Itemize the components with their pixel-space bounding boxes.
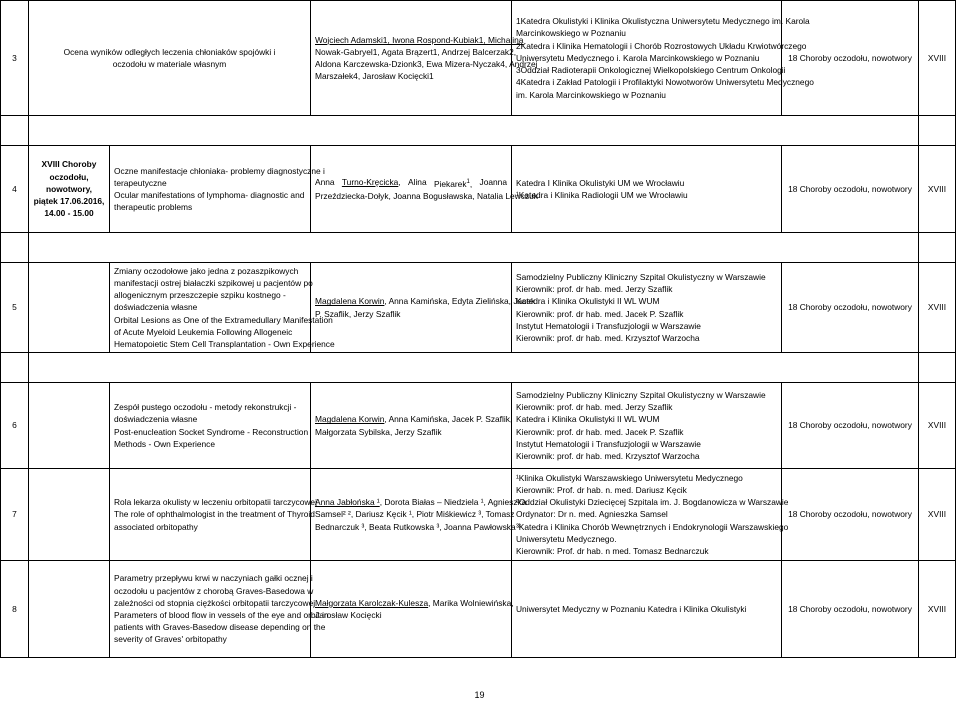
affiliation: Katedra I Klinika Okulistyki UM we Wrocławiu ¹Katedra i Klinika Radiologii UM we Wrocławiu — [512, 146, 782, 233]
affiliation: Uniwersytet Medyczny w Poznaniu Katedra i Klinika Okulistyki — [512, 561, 782, 658]
row-spacer — [1, 116, 956, 146]
authors: Wojciech Adamski1, Iwona Rospond-Kubiak1, Michalina Nowak-Gabryel1, Agata Brązert1, Andrzej Balcerzak2, Aldona Karczewska-Dzionk3, Ewa Mizera-Nyczak4, Andrzej Marszałek4, Jarosław Kocięcki1 — [311, 1, 512, 116]
row-number: 8 — [1, 561, 29, 658]
category: 18 Choroby oczodołu, nowotwory — [782, 1, 919, 116]
category: 18 Choroby oczodołu, nowotwory — [782, 561, 919, 658]
category: 18 Choroby oczodołu, nowotwory — [782, 263, 919, 353]
table-row — [1, 1, 956, 116]
authors: Magdalena Korwin, Anna Kamińska, Jacek P. Szaflik, Małgorzata Sybilska, Jerzy Szaflik — [311, 383, 512, 469]
row-spacer — [1, 353, 956, 383]
authors: Małgorzata Karolczak-Kulesza, Marika Wolniewińska, Jarosław Kocięcki — [311, 561, 512, 658]
presentation-title: Rola lekarza okulisty w leczeniu orbitopatii tarczycowej The role of ophthalmologist in the treatment of Thyroid associated orbitopathy — [110, 469, 311, 561]
authors: Anna Jabłońska ¹, Dorota Białas – Niedziela ¹, Agnieszka Samsel² ², Dariusz Kęcik ¹, Piotr Miśkiewicz ³, Tomasz Bednarczuk ³, Beata Rutkowska ³, Joanna Pawłowska ³ — [311, 469, 512, 561]
affiliation: Samodzielny Publiczny Kliniczny Szpital Okulistyczny w Warszawie Kierownik: prof. dr hab. med. Jerzy Szaflik Katedra i Klinika Okulistyki II WL WUM Kierownik: prof. dr hab. med. Jacek P. Szaflik Instytut Hematologii i Transfuzjologii w Warszawie Kierownik: prof. dr hab. med. Krzysztof Warzocha — [512, 383, 782, 469]
table-row — [1, 383, 956, 469]
authors: Anna Turno-Kręcicka, Alina Piekarek$^1$, Joanna Przeździecka-Dołyk, Joanna Bogusławska, Natalia Lewczuk — [311, 146, 512, 233]
section: XVIII — [919, 383, 956, 469]
row-number: 7 — [1, 469, 29, 561]
presentation-title: Ocena wyników odległych leczenia chłoniaków spojówki i oczodołu w materiale własnym — [29, 1, 311, 116]
presentation-title: Zespół pustego oczodołu - metody rekonstrukcji - doświadczenia własne Post-enucleation Socket Syndrome - Reconstruction Methods - Own Experience — [110, 383, 311, 469]
section: XVIII — [919, 1, 956, 116]
affiliation: 1Katedra Okulistyki i Klinika Okulistyczna Uniwersytetu Medycznego im. Karola Marcinkowskiego w Poznaniu 2Katedra i Klinika Hematologii i Chorób Rozrostowych Układu Krwiotwórczego Uniwersytetu Medycznego i. Karola Marcinkowskiego w Poznaniu 3Oddział Radioterapii Onkologicznej Wielkopolskiego Centrum Onkologii 4Katedra i Zakład Patologii i Profilaktyki Nowotworów Uniwersytetu Medycznego im. Karola Marcinkowskiego w Poznaniu — [512, 1, 782, 116]
row-number: 5 — [1, 263, 29, 353]
affiliation: Samodzielny Publiczny Kliniczny Szpital Okulistyczny w Warszawie Kierownik: prof. dr hab. med. Jerzy Szaflik Katedra i Klinika Okulistyki II WL WUM Kierownik: prof. dr hab. med. Jacek P. Szaflik Instytut Hematologii i Transfuzjologii w Warszawie Kierownik: prof. dr hab. med. Krzysztof Warzocha — [512, 263, 782, 353]
row-number: 3 — [1, 1, 29, 116]
presentation-title: Zmiany oczodołowe jako jedna z pozaszpikowych manifestacji ostrej białaczki szpikowej u pacjentów po allogenicznym przeszczepie szpiku kostnego - doświadczenia własne Orbital Lesions as One of the Extramedullary Manifestation of Acute Myeloid Leukemia Following Allogeneic Hematopoietic Stem Cell Transplantation - Own Experience — [110, 263, 311, 353]
affiliation: ¹Klinika Okulistyki Warszawskiego Uniwersytetu Medycznego Kierownik: Prof. dr hab. n. med. Dariusz Kęcik ²Oddział Okulistyki Dziecięcej Szpitala im. J. Bogdanowicza w Warszawie Ordynator: Dr n. med. Agnieszka Samsel ³Katedra i Klinika Chorób Wewnętrznych i Endokrynologii Warszawskiego Uniwersytetu Medycznego. Kierownik: Prof. dr hab. n med. Tomasz Bednarczuk — [512, 469, 782, 561]
table-row — [1, 561, 956, 658]
presentation-title: Parametry przepływu krwi w naczyniach gałki ocznej i oczodołu u pacjentów z chorobą Graves-Basedowa w zależności od stopnia ciężkości orbitopatii tarczycowej Parameters of blood flow in vessels of the eye and orbit in patients with Graves-Basedow disease depending on the severity of Graves' orbitopathy — [110, 561, 311, 658]
row-number: 6 — [1, 383, 29, 469]
session-info: XVIII Choroby oczodołu, nowotwory, piątek 17.06.2016, 14.00 - 15.00 — [29, 146, 110, 233]
row-spacer — [1, 233, 956, 263]
table-row — [1, 469, 956, 561]
table-row — [1, 146, 956, 233]
category: 18 Choroby oczodołu, nowotwory — [782, 469, 919, 561]
page-number: 19 — [474, 690, 485, 700]
section: XVIII — [919, 561, 956, 658]
section: XVIII — [919, 146, 956, 233]
category: 18 Choroby oczodołu, nowotwory — [782, 146, 919, 233]
row-number: 4 — [1, 146, 29, 233]
table-row — [1, 263, 956, 353]
category: 18 Choroby oczodołu, nowotwory — [782, 383, 919, 469]
section: XVIII — [919, 263, 956, 353]
presentation-title: Oczne manifestacje chłoniaka- problemy diagnostyczne i terapeutyczne Ocular manifestations of lymphoma- diagnostic and therapeutic problems — [110, 146, 311, 233]
section: XVIII — [919, 469, 956, 561]
authors: Magdalena Korwin, Anna Kamińska, Edyta Zielińska, Jacek P. Szaflik, Jerzy Szaflik — [311, 263, 512, 353]
